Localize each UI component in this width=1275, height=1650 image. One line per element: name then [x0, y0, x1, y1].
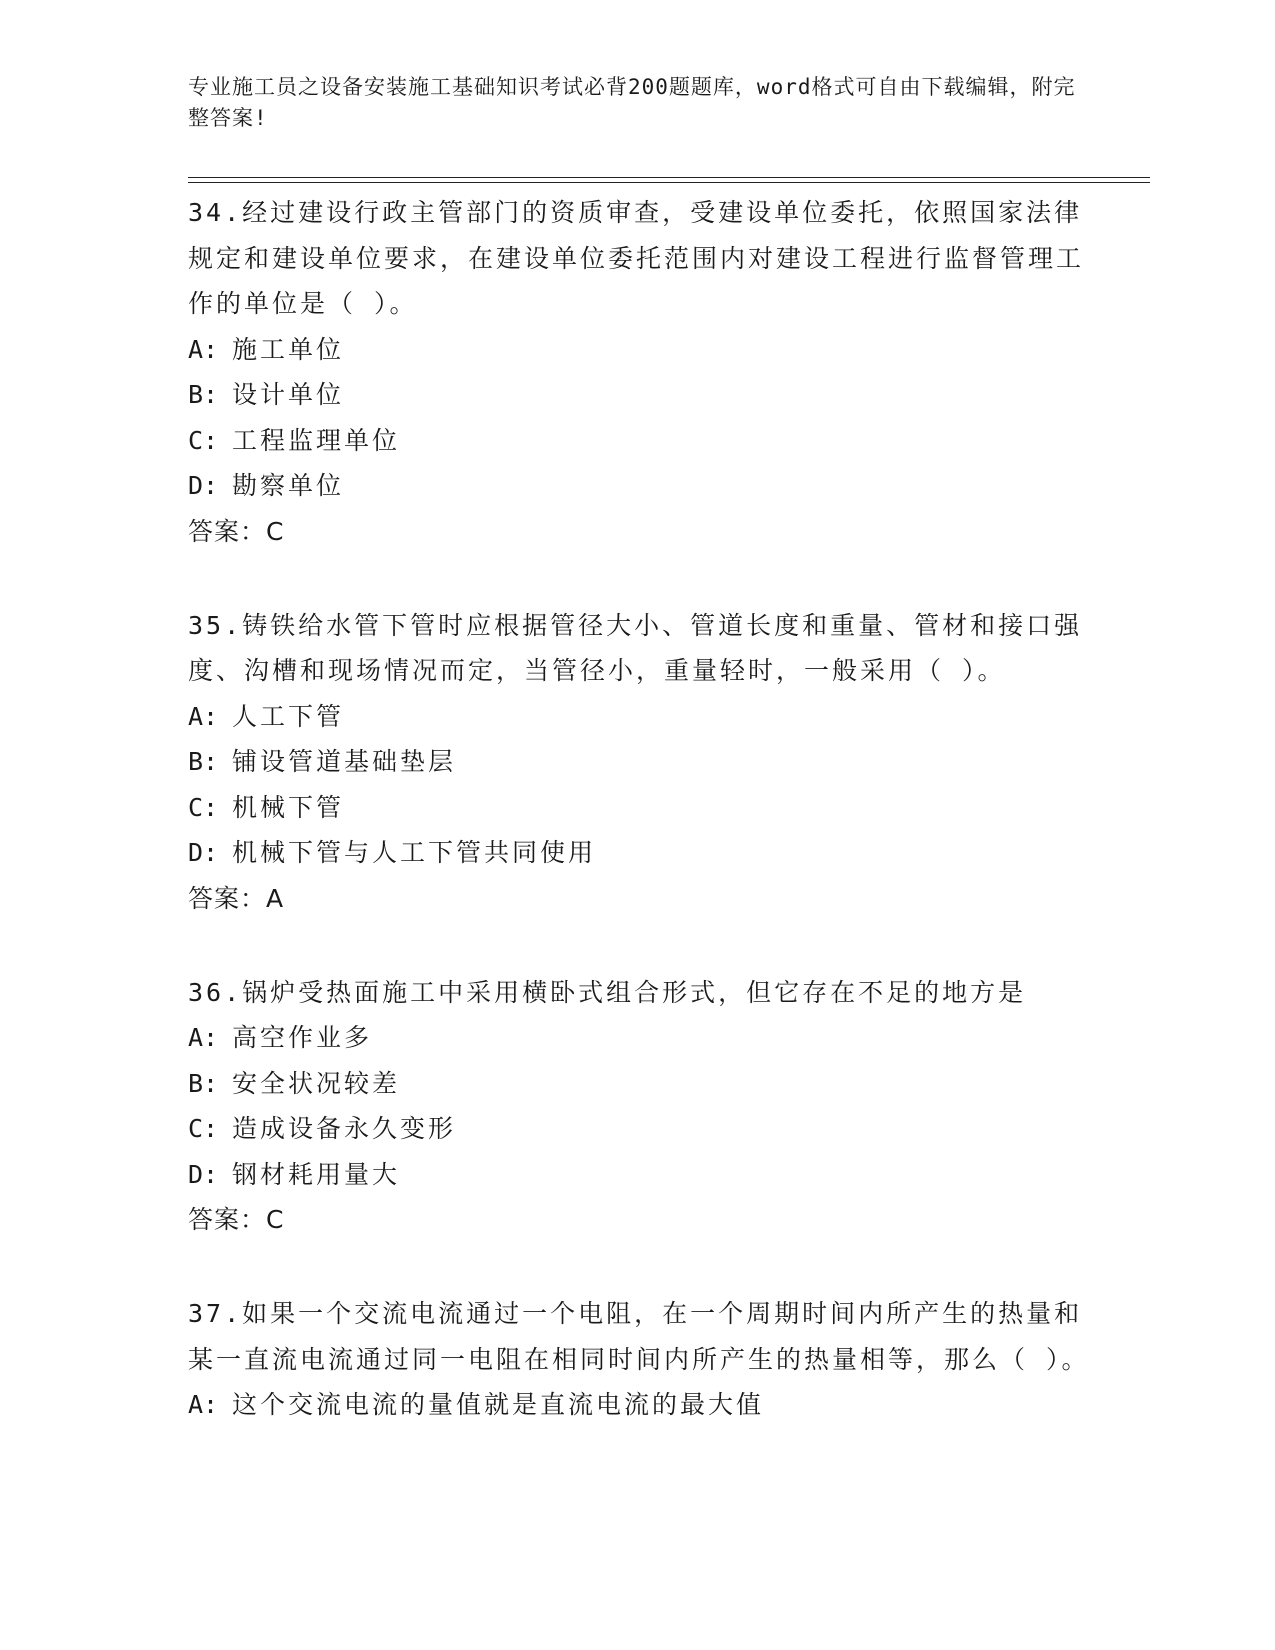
option-letter: B:: [188, 747, 219, 776]
question-35: [188, 603, 1093, 922]
option-letter: C:: [188, 1114, 219, 1143]
option-b: [188, 739, 1093, 785]
option-d: [188, 830, 1093, 876]
option-letter: A:: [188, 1023, 219, 1052]
option-text: 高空作业多: [232, 1023, 373, 1052]
question-36: [188, 970, 1093, 1244]
option-letter: A:: [188, 1390, 219, 1419]
option-d: [188, 463, 1093, 509]
question-34: [188, 190, 1093, 555]
option-c: [188, 1106, 1093, 1152]
question-stem: 37.如果一个交流电流通过一个电阻，在一个周期时间内所产生的热量和某一直流电流通过同一电阻在相同时间内所产生的热量相等，那么（ ）。: [188, 1299, 1090, 1374]
option-text: 安全状况较差: [232, 1068, 401, 1098]
option-text: 机械下管与人工下管共同使用: [232, 838, 597, 867]
option-c: [188, 785, 1093, 831]
option-text: 这个交流电流的量值就是直流电流的最大值: [232, 1390, 765, 1419]
question-stem: 34.经过建设行政主管部门的资质审查，受建设单位委托，依照国家法律规定和建设单位要求，在建设单位委托范围内对建设工程进行监督管理工作的单位是（ ）。: [188, 198, 1085, 318]
option-text: 机械下管: [232, 792, 345, 822]
option-text: 钢材耗用量大: [232, 1159, 401, 1189]
header-divider-bottom: [188, 182, 1150, 183]
option-text: 造成设备永久变形: [232, 1114, 457, 1143]
question-list: [188, 190, 1093, 1428]
option-letter: C:: [188, 425, 219, 455]
option-c: [188, 418, 1093, 464]
option-d: [188, 1152, 1093, 1198]
option-letter: D:: [188, 838, 219, 867]
option-a: [188, 1015, 1093, 1061]
option-letter: D:: [188, 1159, 219, 1189]
option-b: [188, 372, 1093, 418]
question-stem: 35.铸铁给水管下管时应根据管径大小、管道长度和重量、管材和接口强度、沟槽和现场情况而定，当管径小，重量轻时，一般采用（ ）。: [188, 610, 1083, 685]
option-letter: C:: [188, 792, 219, 822]
option-letter: A:: [188, 334, 219, 364]
question-37: [188, 1291, 1093, 1428]
option-text: 施工单位: [232, 334, 345, 364]
option-text: 人工下管: [232, 701, 345, 731]
answer-line: 答案：C: [188, 516, 285, 546]
option-letter: D:: [188, 471, 219, 500]
header-divider-top: [188, 177, 1150, 178]
option-b: [188, 1061, 1093, 1107]
answer-line: 答案：C: [188, 1205, 285, 1234]
answer-line: 答案：A: [188, 883, 285, 913]
question-stem: 36.锅炉受热面施工中采用横卧式组合形式，但它存在不足的地方是: [188, 977, 1027, 1007]
option-a: [188, 327, 1093, 373]
option-text: 勘察单位: [232, 471, 345, 500]
option-text: 铺设管道基础垫层: [232, 747, 457, 776]
option-letter: A:: [188, 701, 219, 731]
option-a: [188, 1382, 1093, 1428]
option-text: 设计单位: [232, 380, 345, 409]
option-a: [188, 694, 1093, 740]
document-header-title: 专业施工员之设备安装施工基础知识考试必背200题题库，word格式可自由下载编辑，附完整答案!: [188, 75, 1076, 130]
option-text: 工程监理单位: [232, 425, 401, 455]
option-letter: B:: [188, 1068, 219, 1098]
option-letter: B:: [188, 380, 219, 409]
